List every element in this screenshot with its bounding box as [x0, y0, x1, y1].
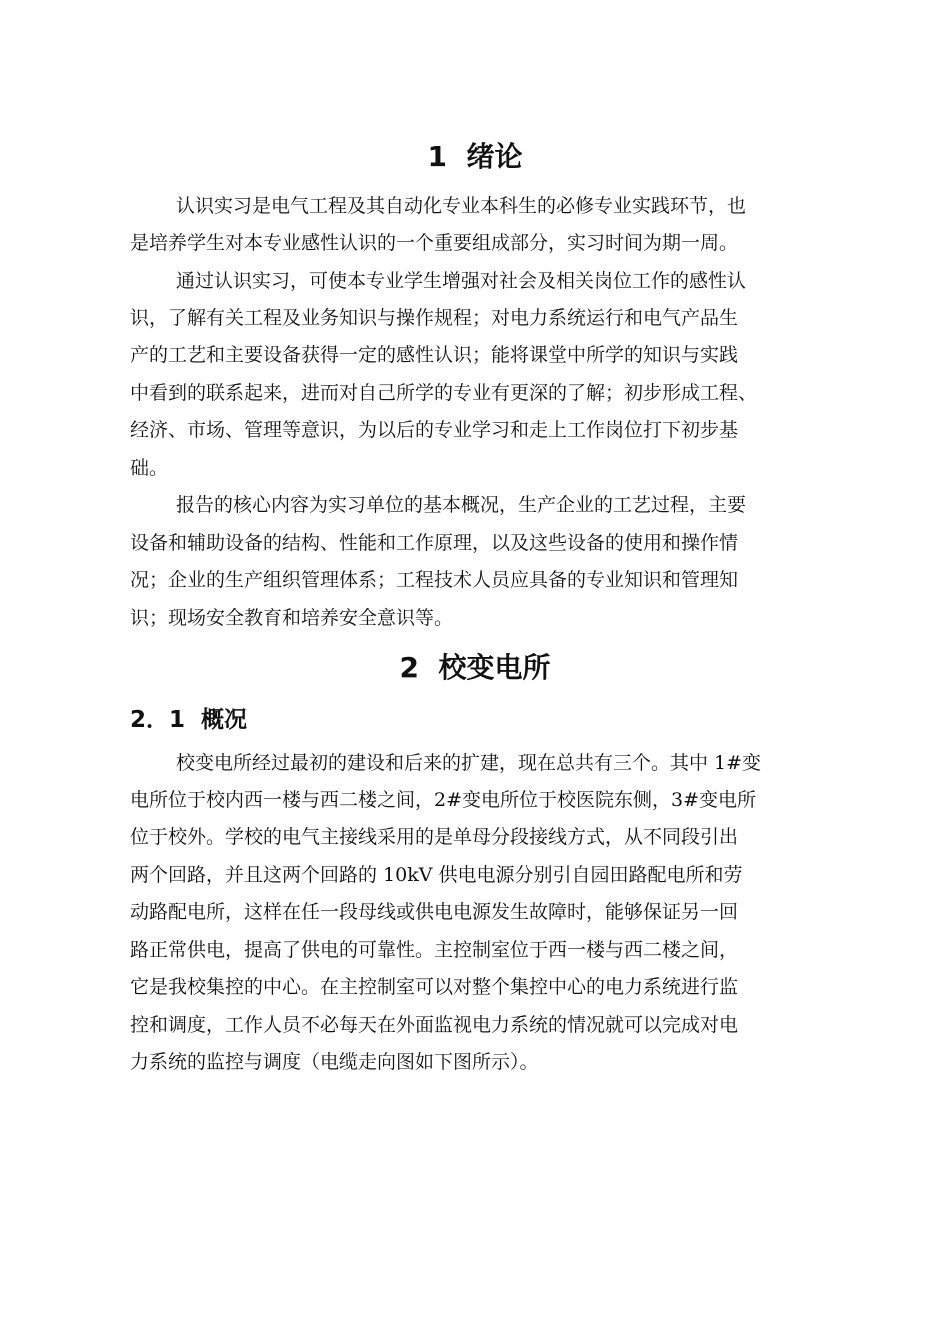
paragraph-line: 电所位于校内西一楼与西二楼之间，2#变电所位于校医院东侧，3#变电所	[130, 789, 757, 811]
paragraph-line: 设备和辅助设备的结构、性能和工作原理，以及这些设备的使用和操作情	[130, 532, 739, 554]
paragraph-line: 动路配电所，这样在任一段母线或供电电源发生故障时，能够保证另一回	[130, 901, 739, 923]
paragraph-line: 它是我校集控的中心。在主控制室可以对整个集控中心的电力系统进行监	[130, 976, 739, 998]
paragraph-line: 经济、市场、管理等意识，为以后的专业学习和走上工作岗位打下初步基	[130, 419, 739, 441]
section-2-heading: 2 校变电所	[399, 651, 551, 684]
paragraph-line: 力系统的监控与调度（电缆走向图如下图所示）。	[130, 1051, 539, 1073]
paragraph-line: 路正常供电，提高了供电的可靠性。主控制室位于西一楼与西二楼之间，	[130, 939, 739, 961]
paragraph-line: 识，了解有关工程及业务知识与操作规程；对电力系统运行和电气产品生	[130, 307, 739, 329]
paragraph-line: 控和调度，工作人员不必每天在外面监视电力系统的情况就可以完成对电	[130, 1014, 739, 1036]
paragraph-line: 况；企业的生产组织管理体系；工程技术人员应具备的专业知识和管理知	[130, 569, 739, 591]
paragraph-line: 是培养学生对本专业感性认识的一个重要组成部分，实习时间为期一周。	[130, 232, 739, 254]
paragraph-line: 校变电所经过最初的建设和后来的扩建，现在总共有三个。其中 1#变	[176, 752, 762, 774]
paragraph-line: 位于校外。学校的电气主接线采用的是单母分段接线方式，从不同段引出	[130, 826, 739, 848]
paragraph-line: 通过认识实习，可使本专业学生增强对社会及相关岗位工作的感性认	[176, 270, 747, 292]
paragraph-line: 础。	[130, 457, 169, 479]
paragraph-line: 认识实习是电气工程及其自动化专业本科生的必修专业实践环节，也	[176, 195, 747, 217]
paragraph-line: 产的工艺和主要设备获得一定的感性认识；能将课堂中所学的知识与实践	[130, 344, 739, 366]
paragraph-line: 报告的核心内容为实习单位的基本概况，生产企业的工艺过程，主要	[176, 494, 747, 516]
section-1-heading: 1 绪论	[427, 140, 523, 173]
paragraph-line: 中看到的联系起来，进而对自己所学的专业有更深的了解；初步形成工程、	[130, 382, 758, 404]
paragraph-line: 两个回路，并且这两个回路的 10kV 供电电源分别引自园田路配电所和劳	[130, 864, 743, 886]
subsection-2-1-heading: 2．1 概况	[130, 707, 248, 733]
paragraph-line: 识；现场安全教育和培养安全意识等。	[130, 607, 454, 629]
